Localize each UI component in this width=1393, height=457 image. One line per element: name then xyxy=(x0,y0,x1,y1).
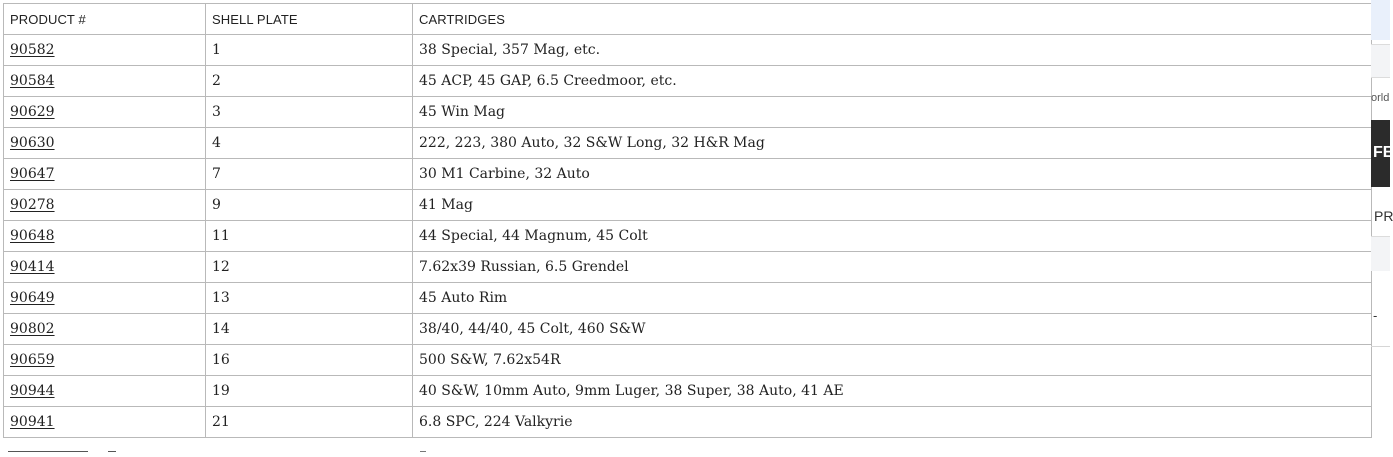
cartridges-cell: 30 M1 Carbine, 32 Auto xyxy=(413,159,1372,190)
cartridges-cell: 44 Special, 44 Magnum, 45 Colt xyxy=(413,221,1372,252)
product-number-cell xyxy=(4,283,206,314)
clipped-right-page-edge xyxy=(1371,0,1393,456)
edge-divider xyxy=(1371,346,1390,347)
product-number-link[interactable]: 90941 xyxy=(10,414,55,430)
product-number-cell xyxy=(4,159,206,190)
shell-plate-cell: 19 xyxy=(206,376,413,407)
product-number-link[interactable]: 90278 xyxy=(10,197,55,213)
product-number-link[interactable]: 90647 xyxy=(10,166,55,182)
product-number-cell xyxy=(4,35,206,66)
edge-banner-text: FE xyxy=(1373,144,1393,161)
cartridges-cell: 7.62x39 Russian, 6.5 Grendel xyxy=(413,252,1372,283)
shell-plate-cell: 1 xyxy=(206,35,413,66)
product-number-cell xyxy=(4,221,206,252)
product-number-link[interactable]: 90584 xyxy=(10,73,55,89)
product-number-cell xyxy=(4,345,206,376)
cartridges-cell: 41 Mag xyxy=(413,190,1372,221)
table-row xyxy=(4,190,1372,221)
product-number-cell xyxy=(4,97,206,128)
edge-dash-fragment: - xyxy=(1373,308,1378,323)
shell-plate-cell: 21 xyxy=(206,407,413,438)
shell-plate-cell: 7 xyxy=(206,159,413,190)
edge-panel-top xyxy=(1371,0,1390,40)
table-row xyxy=(4,159,1372,190)
shell-plate-cell: 9 xyxy=(206,190,413,221)
shell-plate-table xyxy=(3,3,1372,438)
table-row xyxy=(4,221,1372,252)
edge-heading-fragment: PR xyxy=(1374,208,1393,224)
product-number-link[interactable]: 90944 xyxy=(10,383,55,399)
table-row xyxy=(4,407,1372,438)
table-header-row xyxy=(4,4,1372,35)
product-number-cell xyxy=(4,66,206,97)
column-header-cartridges: CARTRIDGES xyxy=(413,4,1372,35)
next-content-peek xyxy=(420,451,426,457)
column-header-product: PRODUCT # xyxy=(4,4,206,35)
product-number-link[interactable]: 90582 xyxy=(10,42,55,58)
table-row xyxy=(4,66,1372,97)
table-row xyxy=(4,97,1372,128)
shell-plate-cell: 2 xyxy=(206,66,413,97)
product-number-link[interactable]: 90414 xyxy=(10,259,55,275)
next-content-peek xyxy=(8,451,88,457)
product-number-link[interactable]: 90659 xyxy=(10,352,55,368)
product-number-cell xyxy=(4,128,206,159)
shell-plate-cell: 4 xyxy=(206,128,413,159)
product-number-cell xyxy=(4,407,206,438)
next-content-peek xyxy=(108,451,116,457)
cartridges-cell: 222, 223, 380 Auto, 32 S&W Long, 32 H&R Mag xyxy=(413,128,1372,159)
cartridges-cell: 45 Win Mag xyxy=(413,97,1372,128)
product-number-cell xyxy=(4,376,206,407)
shell-plate-cell: 16 xyxy=(206,345,413,376)
table-body xyxy=(4,35,1372,438)
table-row xyxy=(4,128,1372,159)
cartridges-cell: 38 Special, 357 Mag, etc. xyxy=(413,35,1372,66)
table-row xyxy=(4,35,1372,66)
cartridges-cell: 500 S&W, 7.62x54R xyxy=(413,345,1372,376)
cartridges-cell: 38/40, 44/40, 45 Colt, 460 S&W xyxy=(413,314,1372,345)
edge-panel-search[interactable] xyxy=(1371,44,1390,78)
product-number-link[interactable]: 90648 xyxy=(10,228,55,244)
edge-panel-box xyxy=(1371,236,1390,271)
shell-plate-table-container xyxy=(3,3,1371,438)
table-row xyxy=(4,283,1372,314)
table-row xyxy=(4,252,1372,283)
shell-plate-cell: 12 xyxy=(206,252,413,283)
edge-text-fragment: orld xyxy=(1371,92,1390,104)
product-number-link[interactable]: 90649 xyxy=(10,290,55,306)
table-row xyxy=(4,314,1372,345)
shell-plate-cell: 11 xyxy=(206,221,413,252)
product-number-link[interactable]: 90802 xyxy=(10,321,55,337)
product-number-link[interactable]: 90629 xyxy=(10,104,55,120)
shell-plate-cell: 14 xyxy=(206,314,413,345)
product-number-cell xyxy=(4,190,206,221)
cartridges-cell: 45 Auto Rim xyxy=(413,283,1372,314)
table-row xyxy=(4,376,1372,407)
cartridges-cell: 45 ACP, 45 GAP, 6.5 Creedmoor, etc. xyxy=(413,66,1372,97)
column-header-shell-plate: SHELL PLATE xyxy=(206,4,413,35)
cartridges-cell: 40 S&W, 10mm Auto, 9mm Luger, 38 Super, 38 Auto, 41 AE xyxy=(413,376,1372,407)
product-number-cell xyxy=(4,314,206,345)
shell-plate-cell: 13 xyxy=(206,283,413,314)
shell-plate-cell: 3 xyxy=(206,97,413,128)
cartridges-cell: 6.8 SPC, 224 Valkyrie xyxy=(413,407,1372,438)
product-number-link[interactable]: 90630 xyxy=(10,135,55,151)
product-number-cell xyxy=(4,252,206,283)
table-row xyxy=(4,345,1372,376)
